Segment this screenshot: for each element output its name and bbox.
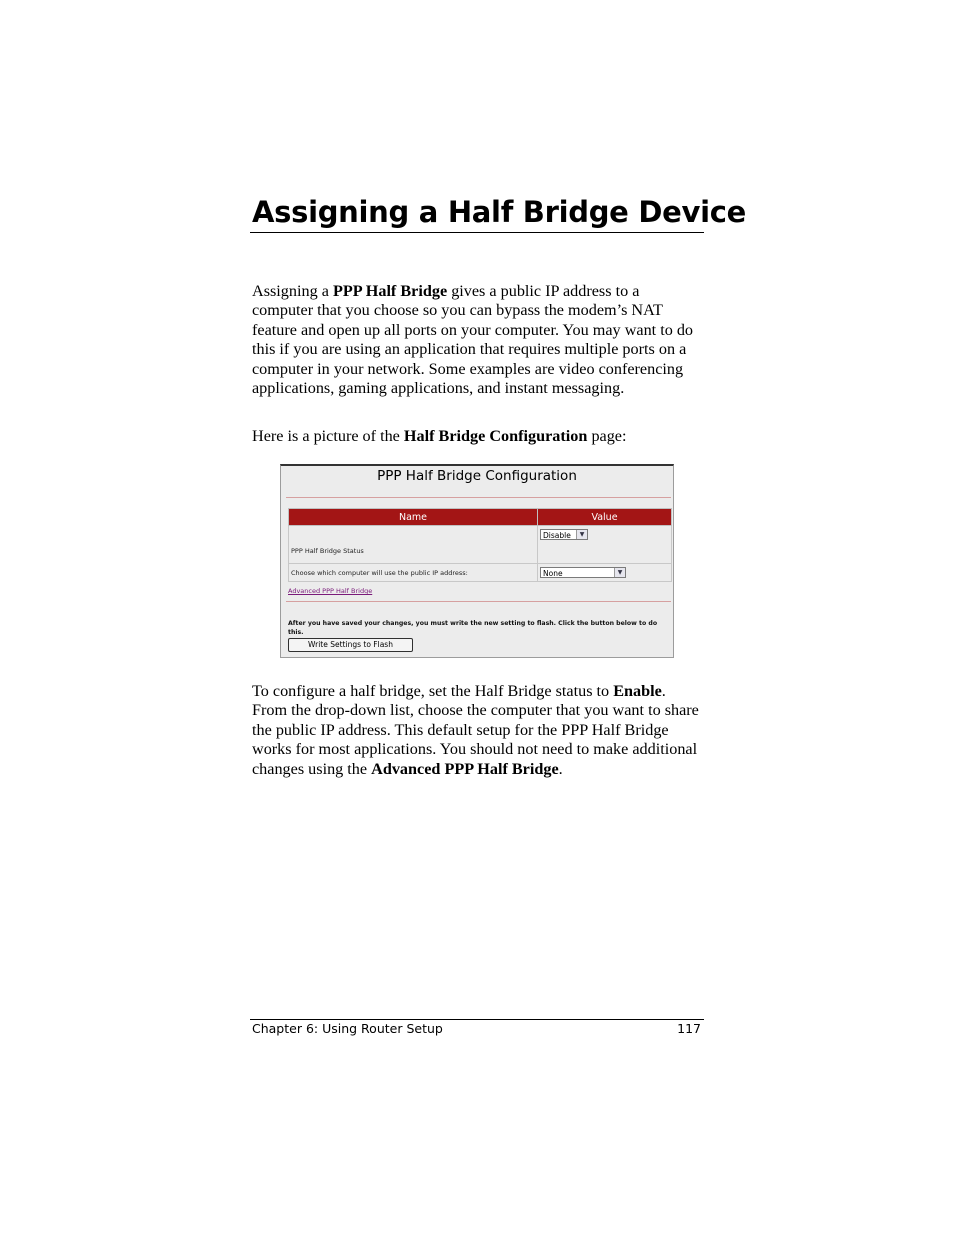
flash-note: After you have saved your changes, you must write the new setting to flash. Click the button below to do this. — [288, 620, 658, 636]
screenshot-divider — [286, 601, 671, 602]
configure-bold-advanced: Advanced PPP Half Bridge — [371, 759, 559, 778]
screenshot-title: PPP Half Bridge Configuration — [377, 468, 577, 484]
picture-intro-bold-term: Half Bridge Configuration — [403, 427, 588, 445]
footer-page-number: 117 — [677, 1021, 701, 1036]
intro-bold-term: PPP Half Bridge — [332, 282, 448, 300]
chevron-down-icon: ▼ — [614, 568, 625, 577]
screenshot-divider — [286, 497, 671, 498]
page-title: Assigning a Half Bridge Device — [252, 195, 746, 229]
configure-text-2: . From the drop-down list, choose the computer that you want to share the public IP address. This default setup for the PPP Half Bridge works for most applications. You should not need to make additional changes using the — [252, 682, 699, 778]
footer-chapter: Chapter 6: Using Router Setup — [252, 1021, 443, 1036]
configure-bold-enable: Enable — [613, 682, 662, 700]
table-row — [289, 564, 672, 582]
status-select[interactable] — [540, 529, 588, 540]
intro-paragraph — [252, 282, 704, 398]
configure-paragraph — [252, 682, 704, 779]
picture-intro-text-1: Here is a picture of the — [252, 427, 404, 445]
table-row — [289, 526, 672, 564]
config-table — [288, 508, 672, 582]
computer-select[interactable] — [540, 567, 626, 578]
chevron-down-icon: ▼ — [576, 530, 587, 539]
computer-select-value: None — [543, 569, 563, 578]
row-value-status — [538, 526, 672, 564]
row-name-computer: Choose which computer will use the public IP address: — [289, 564, 538, 582]
footer-rule — [250, 1019, 704, 1020]
advanced-half-bridge-link[interactable]: Advanced PPP Half Bridge — [288, 587, 373, 595]
intro-text-1: Assigning a — [252, 282, 333, 300]
configure-text-1: To configure a half bridge, set the Half Bridge status to — [252, 682, 614, 700]
row-name-status: PPP Half Bridge Status — [289, 526, 538, 564]
config-screenshot — [280, 464, 674, 658]
configure-text-3: . — [558, 759, 563, 778]
intro-text-2: gives a public IP address to a computer that you choose so you can bypass the modem’s NAT feature and open up all ports on your computer. You may want to do this if you are using an application that requires multiple ports on a computer in your network. Some examples are video conferencing applications, gaming applications, and instant messaging. — [252, 282, 694, 398]
picture-intro-text-2: page: — [587, 427, 627, 445]
title-underline — [250, 232, 704, 233]
table-header-name: Name — [289, 509, 538, 526]
table-header-value: Value — [538, 509, 672, 526]
status-select-value: Disable — [543, 531, 571, 540]
picture-intro-paragraph — [252, 427, 704, 446]
row-value-computer — [538, 564, 672, 582]
write-settings-to-flash-button[interactable]: Write Settings to Flash — [288, 638, 413, 652]
